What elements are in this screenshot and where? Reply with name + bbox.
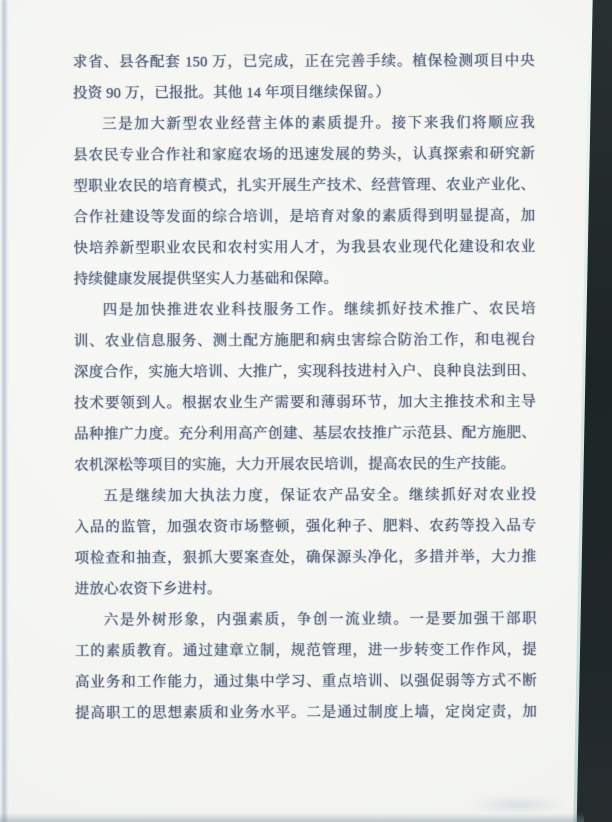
text-line: 训、农业信息服务、测土配方施肥和病虫害综合防治工作，和电视台 [73,332,536,350]
text-line: 求省、县各配套 150 万，已完成，正在完善手续。植保检测项目中央 [72,53,535,71]
paragraph [74,294,537,482]
text-line: 提高职工的思想素质和业务水平。二是通过制度上墙，定岗定责，加 [75,704,538,722]
text-line: 三是加大新型农业经营主体的素质提升。接下来我们将顺应我 [102,115,536,133]
text-line: 品种推广力度。充分利用高产创建、基层农技推广示范县、配方施肥、 [74,425,537,443]
paper-smudge [468,796,568,814]
document-text [73,46,537,730]
page-bottom-shadow [0,813,584,822]
text-line: 工的素质教育。通过建章立制，规范管理，进一步转变工作作风，提 [74,642,537,660]
text-line: 进放心农资下乡进村。 [74,581,222,598]
text-line: 合作社建设等发面的综合培训，是培育对象的素质得到明显提高，加 [73,208,536,226]
text-line: 县农民专业合作社和家庭农场的迅速发展的势头，认真探索和研究新 [73,146,536,164]
text-line: 项检查和抽查，狠抓大要案查处，确保源头净化，多措并举，大力推 [74,549,537,567]
text-line: 五是继续加大执法力度，保证农产品安全。继续抓好对农业投 [103,487,537,505]
paragraph [73,46,535,110]
text-line: 农机深松等项目的实施，大力开展农民培训，提高农民的生产技能。 [74,456,516,474]
text-line: 入品的监管，加强农资市场整顿，强化种子、肥料、农药等投入品专 [74,518,537,536]
text-line: 深度合作，实施大培训、大推广，实现科技进村入户、良种良法到田、 [73,363,536,381]
page-left-fold-shadow [1,0,8,822]
text-line: 技术要领到人。根据农业生产需要和薄弱环节，加大主推技术和主导 [74,394,537,412]
text-line: 投资 90 万，已报批。其他 14 年项目继续保留。） [72,84,391,102]
text-line: 高业务和工作能力，通过集中学习、重点培训、以强促弱等方式不断 [74,673,538,691]
paragraph [74,480,536,606]
text-line: 四是加快推进农业科技服务工作。继续抓好技术推广、农民培 [102,301,536,319]
text-line: 型职业农民的培育模式，扎实开展生产技术、经营管理、农业产业化、 [73,177,536,195]
paragraph [73,108,536,296]
text-line: 持续健康发展提供坚实人力基础和保障。 [73,270,339,288]
paragraph [75,604,537,730]
text-line: 六是外树形象，内强素质，争创一流业绩。一是要加强干部职 [103,611,537,629]
text-line: 快培养新型职业农民和农村实用人才，为我县农业现代化建设和农业 [73,239,536,257]
